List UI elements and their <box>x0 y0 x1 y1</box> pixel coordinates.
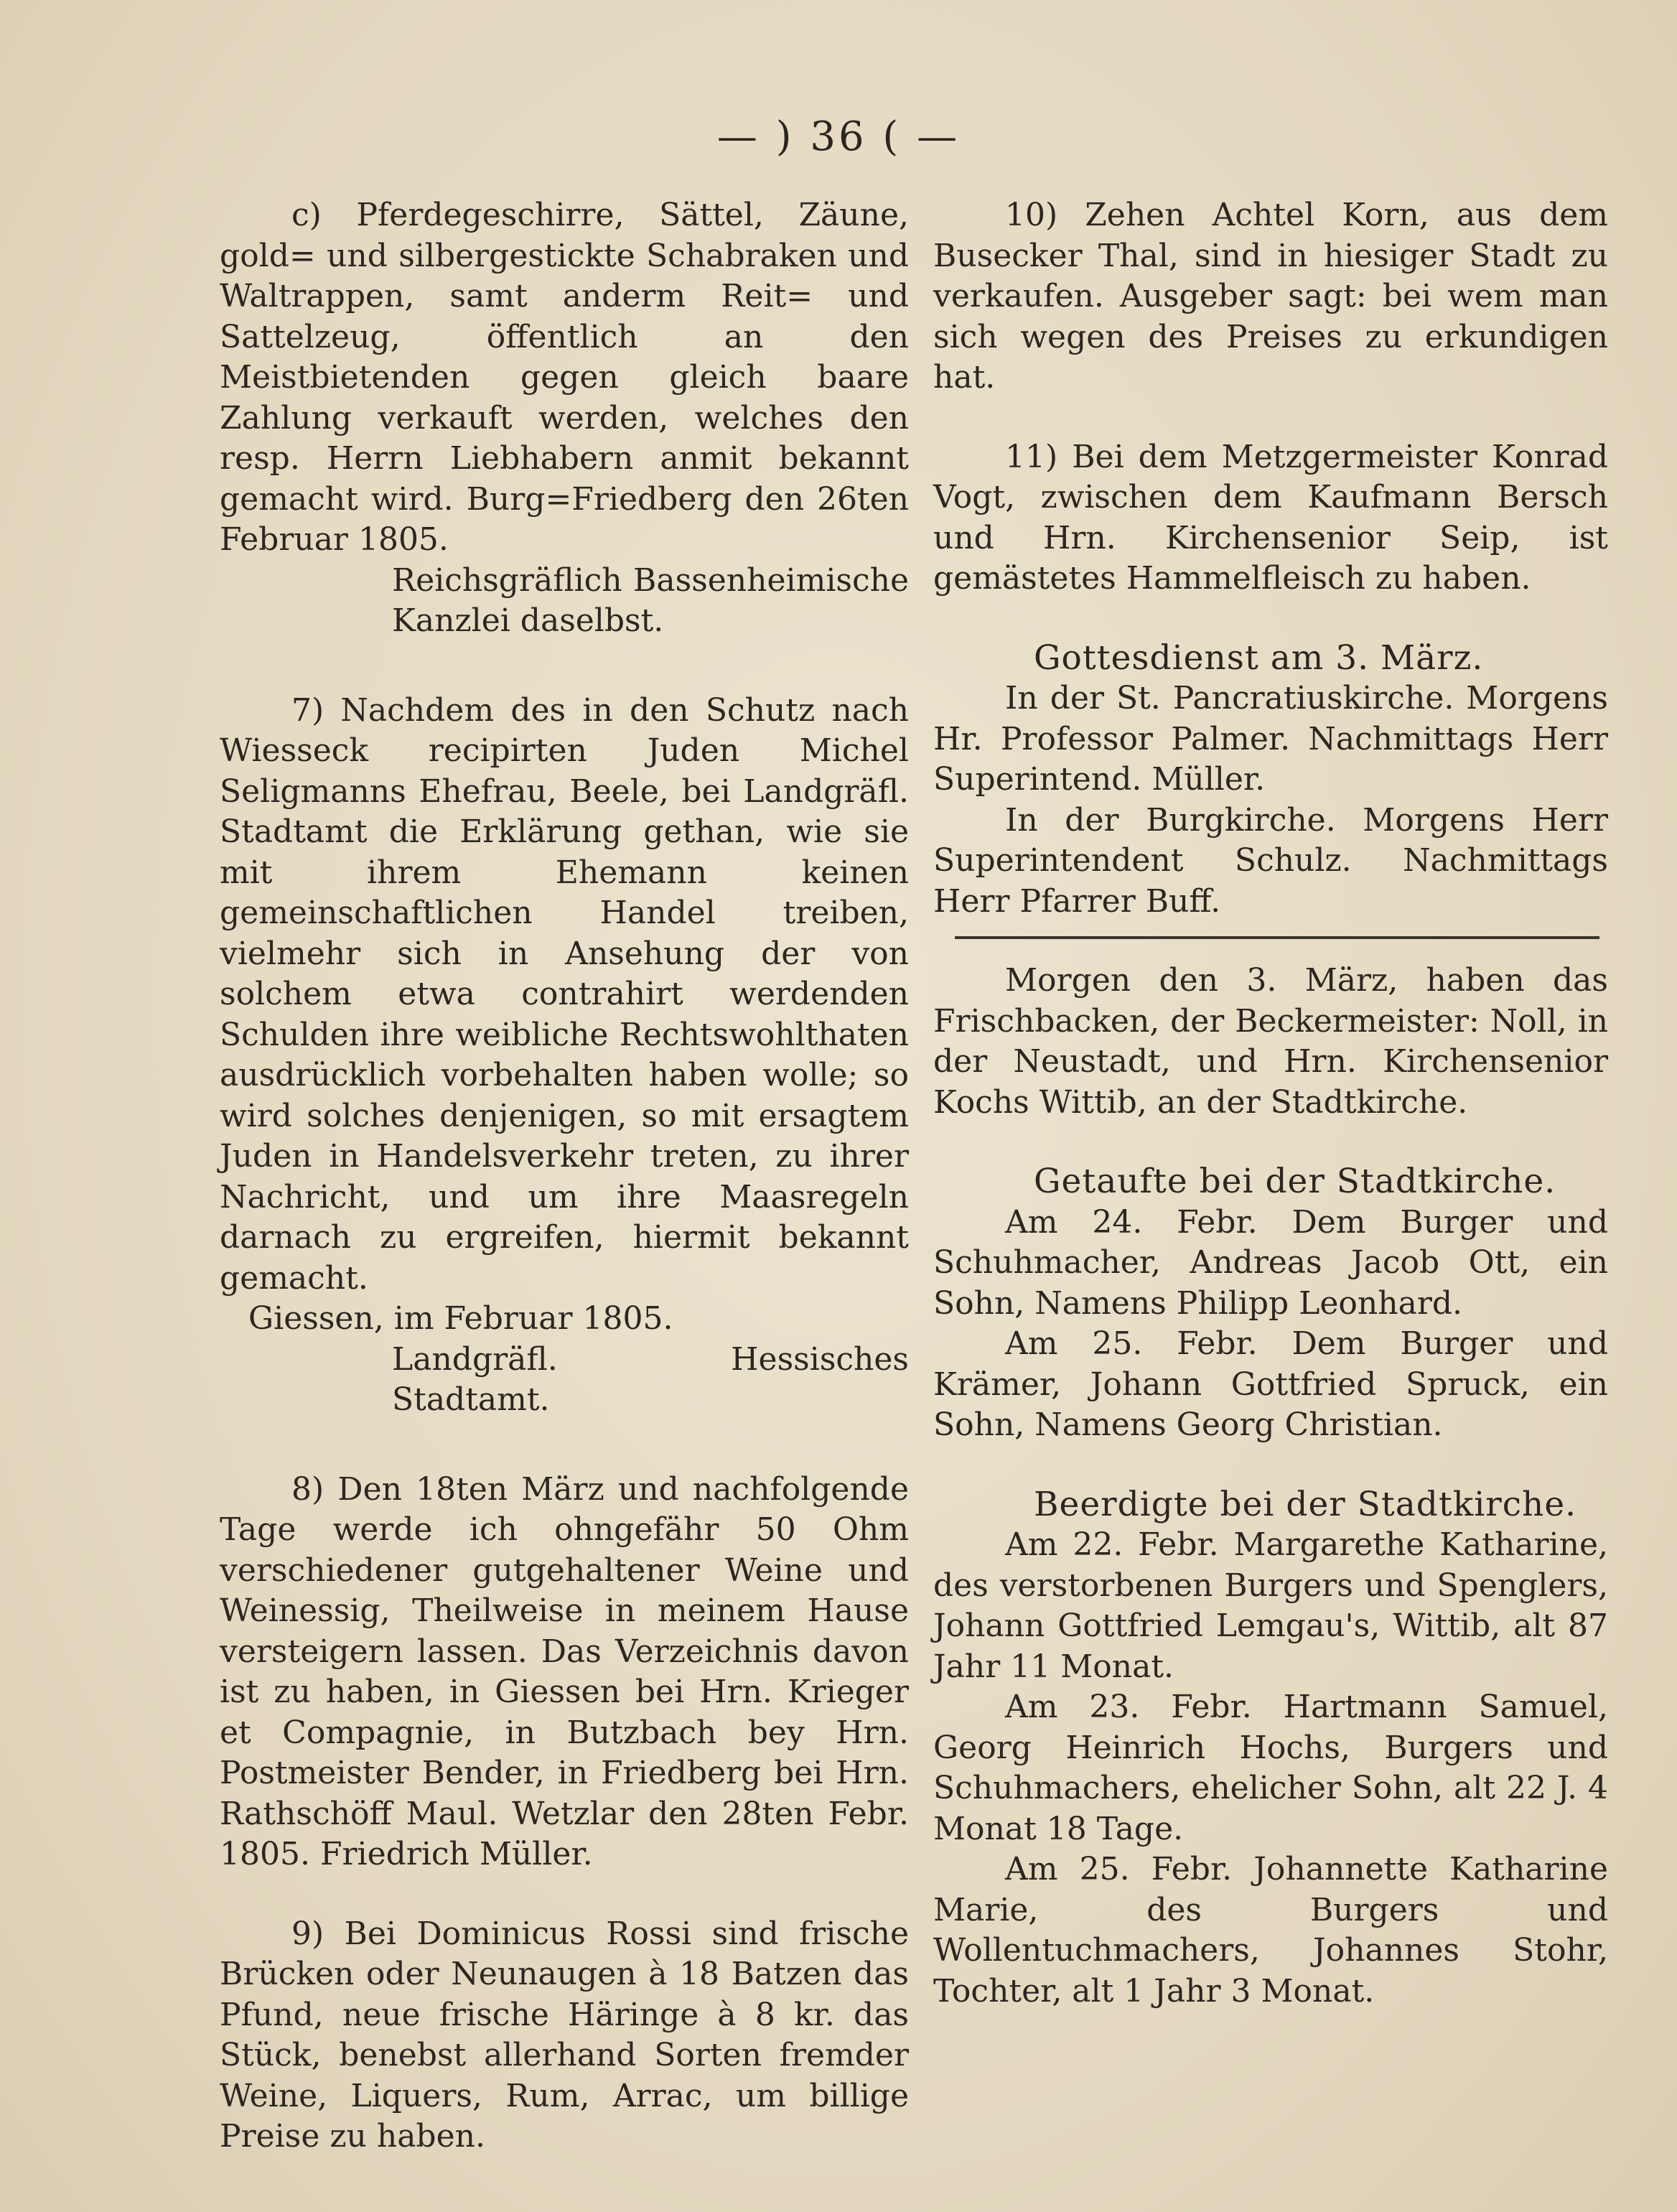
beerdigte-entry: Am 22. Febr. Margarethe Katharine, des verstorbenen Burgers und Spenglers, Johann Gottfried Lemgau's, Wittib, alt 87 Jahr 11 Monat. <box>933 1526 1608 1685</box>
gottesdienst-entry: In der Burgkirche. Morgens Herr Superintendent Schulz. Nachmittags Herr Pfarrer Buff. <box>933 801 1608 920</box>
spacer <box>933 1446 1608 1485</box>
frischbacken-notice: Morgen den 3. März, haben das Frischbacken, der Beckermeister: Noll, in der Neustadt, und Hrn. Kirchensenior Kochs Wittib, an der Stadtkirche. <box>933 962 1608 1121</box>
left-column <box>220 195 909 2157</box>
spacer <box>220 1875 909 1914</box>
notice-c-signature: Reichsgräflich Bassenheimische Kanzlei daselbst. <box>392 561 909 639</box>
beerdigte-entry: Am 23. Febr. Hartmann Samuel, Georg Heinrich Hochs, Burgers und Schuhmachers, ehelicher Sohn, alt 22 J. 4 Monat 18 Tage. <box>933 1689 1608 1847</box>
notice-7-place-date: Giessen, im Februar 1805. <box>248 1300 673 1337</box>
getaufte-entry: Am 24. Febr. Dem Burger und Schuhmacher, Andreas Jacob Ott, ein Sohn, Namens Philipp Leonhard. <box>933 1203 1608 1322</box>
notice-9: 9) Bei Dominicus Rossi sind frische Brücken oder Neunaugen à 18 Batzen das Pfund, neue frische Häringe à 8 kr. das Stück, benebst allerhand Sorten fremder Weine, Liquers, Rum, Arrac, um billige Preise zu haben. <box>220 1915 909 2155</box>
notice-7: 7) Nachdem des in den Schutz nach Wiesseck recipirten Juden Michel Seligmanns Ehefrau, Beele, bei Landgräfl. Stadtamt die Erklärung gethan, wie sie mit ihrem Ehemann keinen gemeinschaftlichen Handel treiben, vielmehr sich in Ansehung der von solchem etwa contrahirt werdenden Schulden ihre weibliche Rechtswohlthaten ausdrücklich vorbehalten haben wolle; so wird solches denjenigen, so mit ersagtem Juden in Handelsverkehr treten, zu ihrer Nachricht, und um ihre Maasregeln darnach zu ergreifen, hiermit bekannt gemacht. <box>220 691 909 1297</box>
spacer <box>220 1421 909 1470</box>
getaufte-entry: Am 25. Febr. Dem Burger und Krämer, Johann Gottfried Spruck, ein Sohn, Namens Georg Christian. <box>933 1325 1608 1443</box>
spacer <box>933 599 1608 638</box>
spacer <box>933 398 1608 437</box>
notice-8: 8) Den 18ten März und nachfolgende Tage werde ich ohngefähr 50 Ohm verschiedener gutgehaltener Weine und Weinessig, Theilweise in meinem Hause versteigern lassen. Das Verzeichnis davon ist zu haben, in Giessen bei Hrn. Krieger et Compagnie, in Butzbach bey Hrn. Postmeister Bender, in Friedberg bei Hrn. Rathschöff Maul. Wetzlar den 28ten Febr. 1805. Friedrich Müller. <box>220 1470 909 1872</box>
gottesdienst-entry: In der St. Pancratiuskirche. Morgens Hr. Professor Palmer. Nachmittags Herr Superintend. Müller. <box>933 680 1608 798</box>
gottesdienst-heading: Gottesdienst am 3. März. <box>1034 638 1484 678</box>
section-divider <box>955 936 1599 939</box>
notice-11: 11) Bei dem Metzgermeister Konrad Vogt, zwischen dem Kaufmann Bersch und Hrn. Kirchensenior Seip, ist gemästetes Hammelfleisch zu haben. <box>933 438 1608 597</box>
notice-c: c) Pferdegeschirre, Sättel, Zäune, gold= und silbergestickte Schabraken und Waltrappen, samt anderm Reit= und Sattelzeug, öffentlich an den Meistbietenden gegen gleich baare Zahlung verkauft werden, welches den resp. Herrn Liebhabern anmit bekannt gemacht wird. Burg=Friedberg den 26ten Februar 1805. <box>220 197 909 558</box>
getaufte-heading: Getaufte bei der Stadtkirche. <box>1034 1162 1556 1201</box>
page-header: — ) 36 ( — <box>716 113 961 160</box>
spacer <box>933 1123 1608 1162</box>
spacer <box>220 642 909 691</box>
beerdigte-heading: Beerdigte bei der Stadtkirche. <box>1034 1484 1577 1524</box>
notice-7-signature: Landgräfl. Hessisches Stadtamt. <box>392 1340 909 1418</box>
beerdigte-entry: Am 25. Febr. Johannette Katharine Marie, des Burgers und Wollentuchmachers, Johannes Stohr, Tochter, alt 1 Jahr 3 Monat. <box>933 1851 1608 2010</box>
right-column <box>933 195 1608 2012</box>
notice-10: 10) Zehen Achtel Korn, aus dem Busecker Thal, sind in hiesiger Stadt zu verkaufen. Ausgeber sagt: bei wem man sich wegen des Preises zu erkundigen hat. <box>933 197 1608 396</box>
